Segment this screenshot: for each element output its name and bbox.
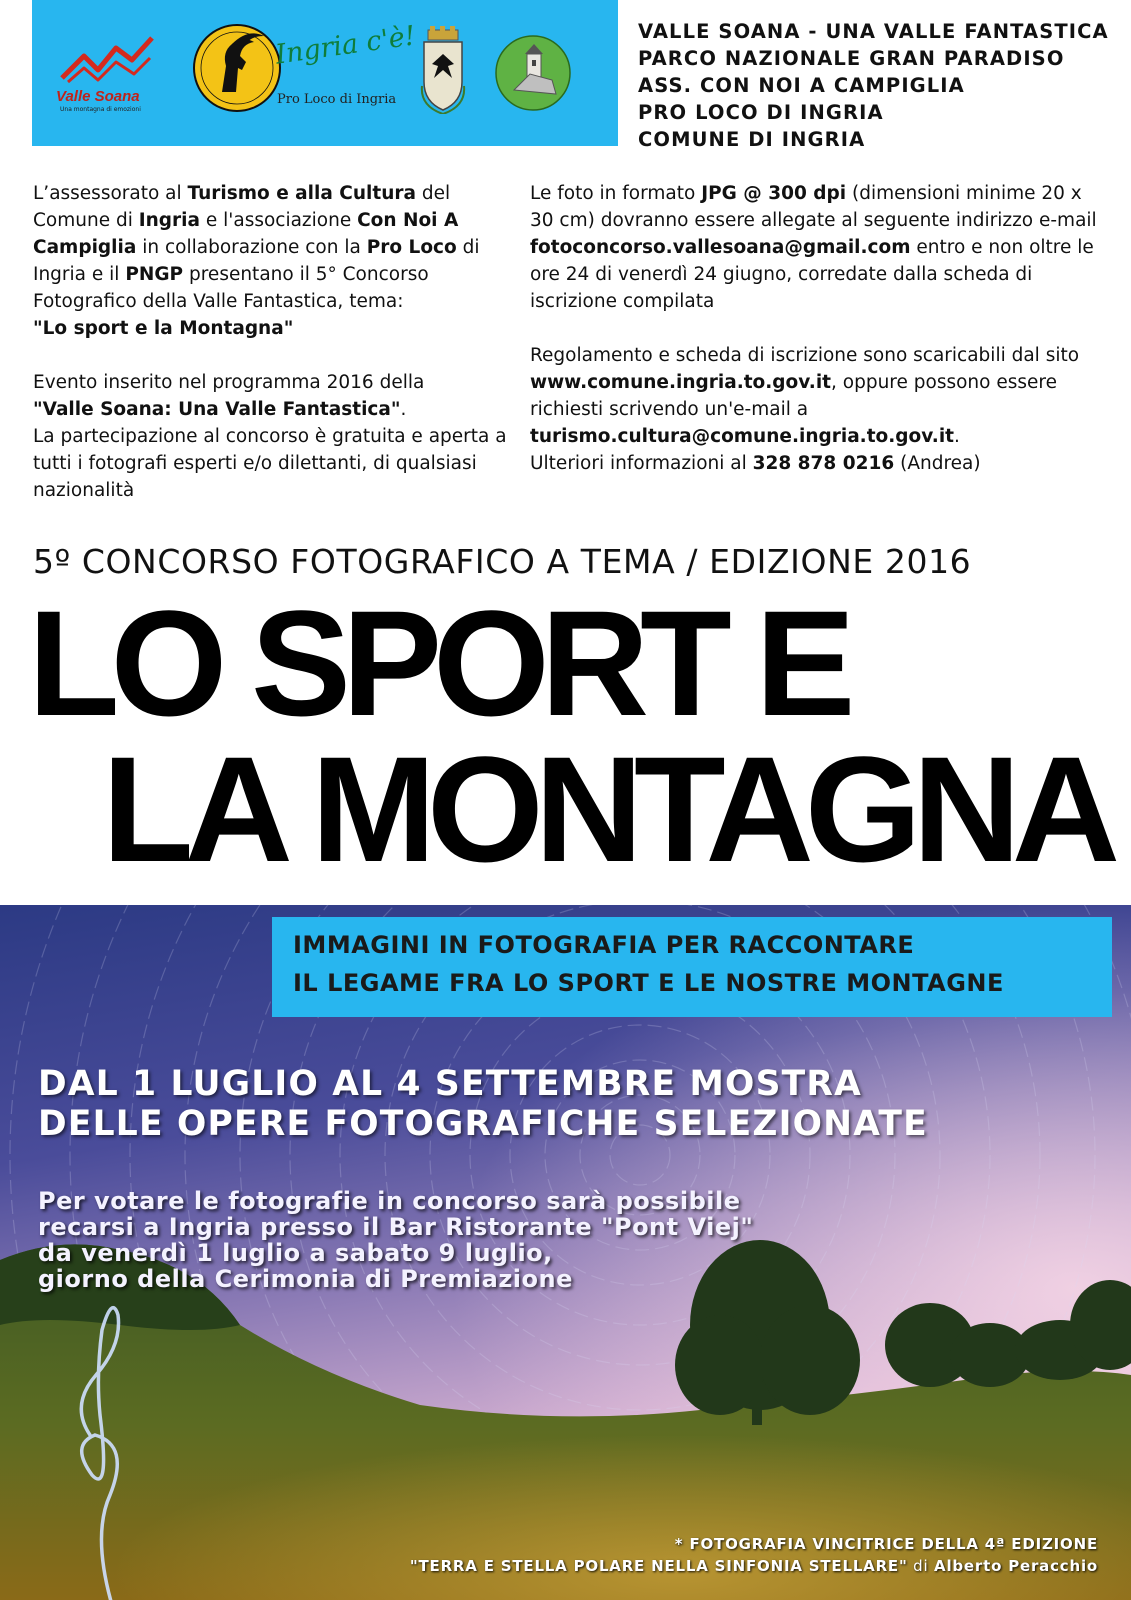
submission-email[interactable]: fotoconcorso.vallesoana@gmail.com: [530, 237, 911, 258]
exhibition-line: DELLE OPERE FOTOGRAFICHE SELEZIONATE: [38, 1104, 928, 1144]
organizer-item: PRO LOCO DI INGRIA: [638, 101, 884, 124]
photo-author: Alberto Peracchio: [934, 1557, 1098, 1575]
tagline-line: IMMAGINI IN FOTOGRAFIA PER RACCONTARE: [293, 931, 915, 959]
contact-email[interactable]: turismo.cultura@comune.ingria.to.gov.it: [530, 426, 955, 447]
text-run: Regolamento e scheda di iscrizione sono scaricabili dal sito: [530, 345, 1080, 366]
voting-info: [38, 1188, 753, 1292]
text-run: .: [400, 399, 407, 420]
text-run: L’assessorato al: [33, 183, 188, 204]
text-bold: Pro Loco: [366, 237, 457, 258]
event-name: "Valle Soana: Una Valle Fantastica": [33, 399, 401, 420]
text-run: e l'associazione: [199, 210, 358, 231]
exhibition-dates: [38, 1064, 928, 1144]
crest-icon: [418, 26, 468, 114]
credit-line-1: * FOTOGRAFIA VINCITRICE DELLA 4ª EDIZIONE: [674, 1535, 1098, 1553]
pro-loco-ingria-logo: [267, 20, 418, 118]
text-run: Ulteriori informazioni al: [530, 453, 753, 474]
submission-paragraph: [530, 180, 1110, 315]
organizer-item: VALLE SOANA - UNA VALLE FANTASTICA: [638, 20, 1109, 43]
voting-line: Per votare le fotografie in concorso sarà possibile: [38, 1187, 741, 1215]
text-bold: Ingria: [138, 210, 200, 231]
contest-subtitle: 5º CONCORSO FOTOGRAFICO A TEMA / EDIZIONE 2016: [33, 542, 972, 581]
organizer-item: PARCO NAZIONALE GRAN PARADISO: [638, 47, 1065, 70]
text-run: di Ingria e il: [33, 237, 480, 285]
text-run: Le foto in formato: [530, 183, 702, 204]
phone-number[interactable]: 328 878 0216: [752, 453, 895, 474]
intro-paragraph-1: [33, 180, 513, 342]
photo-credit: [410, 1533, 1098, 1577]
comune-ingria-crest: [418, 26, 468, 114]
exhibition-line: DAL 1 LUGLIO AL 4 SETTEMBRE MOSTRA: [38, 1064, 863, 1104]
valle-soana-logo-text: Valle Soana: [56, 88, 140, 105]
voting-line: recarsi a Ingria presso il Bar Ristorante "Pont Viej": [38, 1213, 754, 1241]
tagline-text: [293, 926, 1004, 1002]
voting-line: giorno della Cerimonia di Premiazione: [38, 1265, 573, 1293]
pro-loco-logo-text: Ingria c'è!: [273, 20, 418, 71]
con-noi-campiglia-logo: [494, 34, 572, 112]
text-bold: JPG @ 300 dpi: [701, 183, 847, 204]
theme-quote: "Lo sport e la Montagna": [33, 318, 294, 339]
photo-title: "TERRA E STELLA POLARE NELLA SINFONIA STELLARE": [409, 1557, 908, 1575]
organizer-item: ASS. CON NOI A CAMPIGLIA: [638, 74, 965, 97]
text-run: La partecipazione al concorso è gratuita e aperta a tutti i fotografi esperti e/o dilettanti, di qualsiasi nazionalità: [33, 426, 507, 501]
text-run: in collaborazione con la: [136, 237, 367, 258]
title-line-1: LO SPORT E: [28, 579, 847, 747]
credit-by: di: [907, 1557, 935, 1575]
text-run: (Andrea): [894, 453, 981, 474]
intro-left-column: [33, 180, 513, 504]
text-run: .: [954, 426, 960, 447]
poster-title: [28, 579, 1118, 893]
organizer-item: COMUNE DI INGRIA: [638, 128, 866, 151]
logo-banner: [32, 0, 618, 146]
title-line-2: LA MONTAGNA: [102, 725, 1112, 893]
valle-soana-logo: [54, 30, 164, 120]
tagline-line: IL LEGAME FRA LO SPORT E LE NOSTRE MONTAGNE: [293, 969, 1004, 997]
text-bold: PNGP: [125, 264, 184, 285]
text-bold: Turismo e alla Cultura: [187, 183, 416, 204]
text-run: (dimensioni minime 20 x 30 cm) dovranno essere allegate al seguente indirizzo e-mail: [530, 183, 1097, 231]
text-run: presentano il 5° Concorso Fotografico della Valle Fantastica, tema:: [33, 264, 429, 312]
voting-line: da venerdì 1 luglio a sabato 9 luglio,: [38, 1239, 553, 1267]
text-run: del Comune di: [33, 183, 451, 231]
chapel-icon: [494, 34, 572, 112]
info-paragraph: [530, 342, 1110, 477]
organizers-list: [638, 18, 1109, 153]
pro-loco-logo-sub: Pro Loco di Ingria: [277, 92, 397, 107]
intro-paragraph-2: [33, 369, 513, 504]
text-run: , oppure possono essere richiesti scrivendo un'e-mail a: [530, 372, 1057, 420]
credit-line-2: [410, 1555, 1098, 1577]
website-link[interactable]: www.comune.ingria.to.gov.it: [530, 372, 832, 393]
valle-soana-logo-tagline: Una montagna di emozioni: [60, 106, 141, 113]
text-bold: Con Noi A Campiglia: [33, 210, 459, 258]
intro-right-column: [530, 180, 1110, 477]
text-run: entro e non oltre le ore 24 di venerdì 24 giugno, corredate dalla scheda di iscrizione compilata: [530, 237, 1094, 312]
text-run: Evento inserito nel programma 2016 della: [33, 372, 425, 393]
